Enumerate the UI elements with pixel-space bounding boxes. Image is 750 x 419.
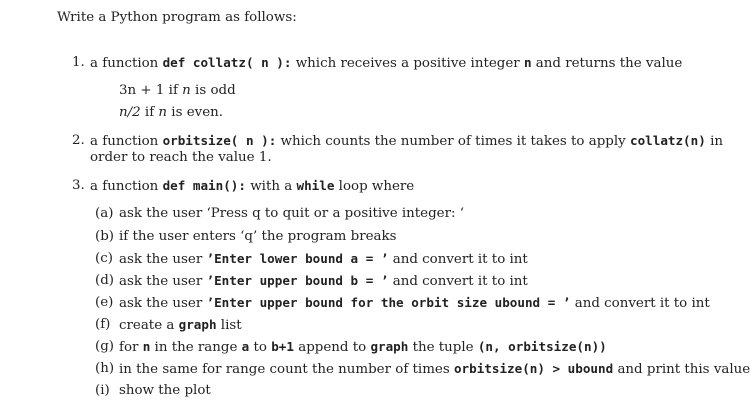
intro-text: Write a Python program as follows: <box>57 10 297 25</box>
case-even-expr: n/2 <box>119 105 141 120</box>
code-span: n <box>523 55 532 70</box>
text-span: the tuple <box>408 340 478 355</box>
subitem-label: (h) <box>95 361 115 376</box>
text-span: show the plot <box>119 383 211 398</box>
case-even-tail: is even. <box>167 105 224 120</box>
text-span: and convert it to int <box>388 252 528 267</box>
text-span: which receives a positive integer <box>291 56 524 71</box>
code-span: b+1 <box>271 339 294 354</box>
case-even-var: n <box>158 105 168 120</box>
case-odd-var: n <box>182 83 191 98</box>
code-span: ’Enter upper bound b = ’ <box>206 273 389 288</box>
text-span: to <box>249 340 272 355</box>
item-1-text <box>90 55 682 72</box>
text-span: and convert it to int <box>570 296 710 311</box>
item-3-text <box>90 178 414 195</box>
subitem-text <box>119 317 242 334</box>
item-2-line-1 <box>90 133 723 150</box>
subitem-label: (a) <box>95 206 114 221</box>
subitem-label: (e) <box>95 295 114 310</box>
case-even-if: if <box>140 105 159 120</box>
subitem-text <box>119 295 710 312</box>
subitem-text <box>119 361 750 378</box>
text-span: loop where <box>334 179 415 194</box>
code-span: graph <box>178 317 217 332</box>
subitem-label: (i) <box>95 383 110 398</box>
case-odd-expr: 3n + 1 <box>119 83 165 98</box>
text-span: which counts the number of times it takes to apply <box>276 134 630 149</box>
subitem-text <box>119 206 464 222</box>
item-3-number: 3. <box>72 178 85 193</box>
text-span: ask the user ‘Press q to quit or a positive integer: ‘ <box>119 206 465 221</box>
item-1-case-odd <box>119 83 236 99</box>
text-span: ask the user <box>119 274 207 289</box>
text-span: a function <box>90 56 163 71</box>
item-1-number: 1. <box>72 55 85 70</box>
text-span: in <box>705 134 723 149</box>
subitem-label: (c) <box>95 251 113 266</box>
subitem-text <box>119 383 211 399</box>
subitem-text <box>119 229 396 245</box>
code-span: while <box>296 178 335 193</box>
case-odd-tail: is odd <box>190 83 236 98</box>
code-span: a <box>241 339 250 354</box>
item-2-line-2: order to reach the value 1. <box>90 150 272 165</box>
text-span: in the same for range count the number of times <box>119 362 454 377</box>
text-span: append to <box>293 340 371 355</box>
text-span: and print this value <box>613 362 750 377</box>
text-span: for <box>119 340 143 355</box>
code-span: orbitsize( n ): <box>162 133 277 148</box>
code-span: orbitsize(n) > ubound <box>453 361 614 376</box>
subitem-text <box>119 273 528 290</box>
text-span: create a <box>119 318 179 333</box>
subitem-label: (f) <box>95 317 111 332</box>
text-span: a function <box>90 134 163 149</box>
case-odd-if: if <box>164 83 183 98</box>
subitem-label: (b) <box>95 229 115 244</box>
text-span: and returns the value <box>531 56 683 71</box>
code-span: collatz(n) <box>629 133 706 148</box>
code-span: (n, orbitsize(n)) <box>477 339 607 354</box>
text-span: with a <box>245 179 297 194</box>
code-span: graph <box>370 339 409 354</box>
text-span: a function <box>90 179 163 194</box>
text-span: and convert it to int <box>388 274 528 289</box>
code-span: n <box>142 339 151 354</box>
subitem-text <box>119 339 607 356</box>
item-1-case-even <box>119 105 223 121</box>
item-2-number: 2. <box>72 133 85 148</box>
code-span: def collatz( n ): <box>162 55 292 70</box>
code-span: def main(): <box>162 178 246 193</box>
subitem-text <box>119 251 528 268</box>
text-span: ask the user <box>119 296 207 311</box>
text-span: list <box>216 318 242 333</box>
subitem-label: (g) <box>95 339 115 354</box>
code-span: ’Enter lower bound a = ’ <box>206 251 389 266</box>
text-span: ask the user <box>119 252 207 267</box>
text-span: if the user enters ‘q’ the program breaks <box>119 229 397 244</box>
text-span: in the range <box>150 340 242 355</box>
code-span: ’Enter upper bound for the orbit size ubound = ’ <box>206 295 571 310</box>
subitem-label: (d) <box>95 273 115 288</box>
